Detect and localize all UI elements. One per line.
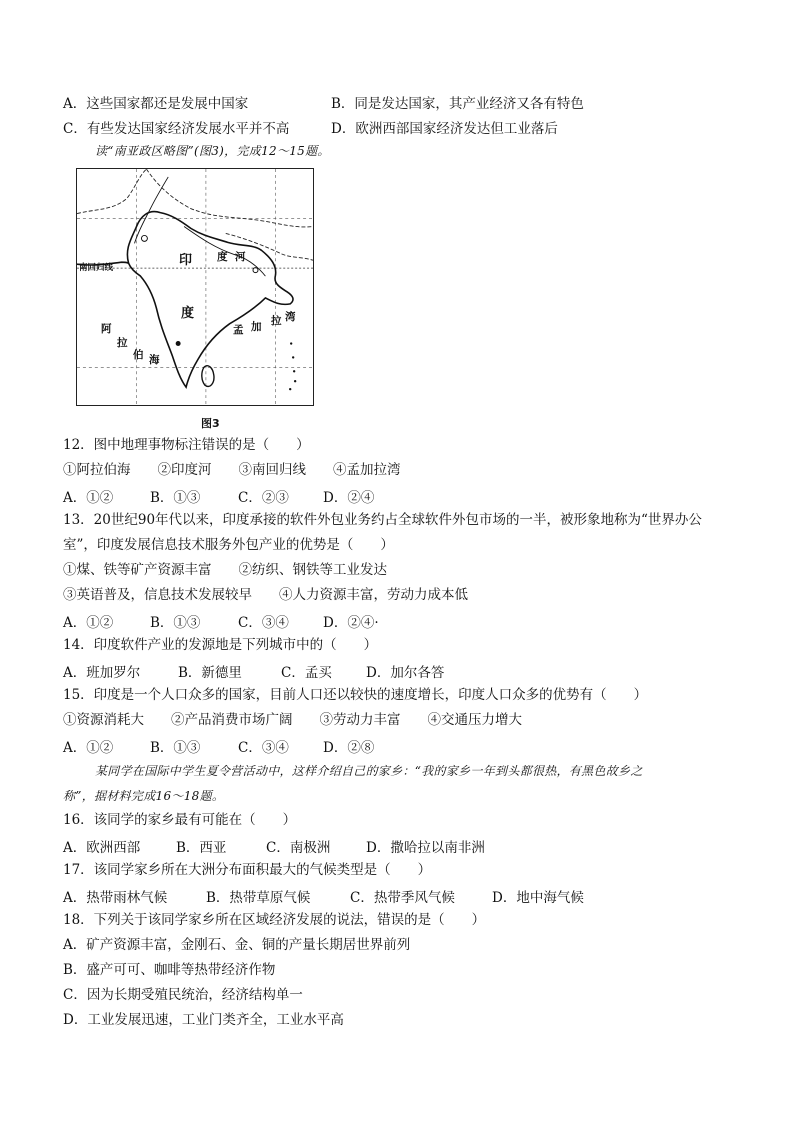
q11-option-a: A．这些国家都还是发展中国家 — [63, 96, 249, 112]
q15-items: ①资源消耗大 ②产品消费市场广阔 ③劳动力丰富 ④交通压力增大 — [63, 712, 522, 728]
q13-option-a: A．①② — [63, 615, 114, 631]
q16-option-b: B．西亚 — [176, 840, 227, 856]
q16-option-d: D．撒哈拉以南非洲 — [366, 840, 485, 856]
q17-option-b: B．热带草原气候 — [206, 890, 311, 906]
q13-stem-line2: 室”，印度发展信息技术服务外包产业的优势是（ ） — [63, 537, 394, 553]
q12-option-c: C．②③ — [238, 490, 289, 506]
q16-stem: 16．该同学的家乡最有可能在（ ） — [63, 812, 297, 828]
q14-option-d: D．加尔各答 — [366, 665, 445, 681]
q14-stem: 14．印度软件产业的发源地是下列城市中的（ ） — [63, 637, 378, 653]
q12-option-d: D．②④ — [323, 490, 375, 506]
map-drawing — [77, 169, 313, 405]
q17-option-a: A．热带雨林气候 — [63, 890, 168, 906]
map-label-bengal-4: 湾 — [285, 311, 296, 323]
q12-items: ①阿拉伯海 ②印度河 ③南回归线 ④孟加拉湾 — [63, 462, 401, 478]
q18-stem: 18．下列关于该同学家乡所在区域经济发展的说法，错误的是（ ） — [63, 912, 486, 928]
map-label-bengal-1: 孟 — [233, 324, 244, 336]
intro-16-18-line1: 某同学在国际中学生夏令营活动中，这样介绍自己的家乡：“我的家乡一年到头都很热，有黑色故乡之 — [95, 764, 643, 778]
map-label-bengal-3: 拉 — [271, 315, 282, 327]
q13-option-b: B．①③ — [150, 615, 201, 631]
map-label-yin: 印 — [179, 253, 193, 268]
q12-option-b: B．①③ — [150, 490, 201, 506]
q15-option-d: D．②⑧ — [323, 740, 375, 756]
map-label-he: 河 — [235, 251, 246, 263]
q13-items-line2: ③英语普及，信息技术发展较早 ④人力资源丰富，劳动力成本低 — [63, 587, 468, 603]
q16-option-a: A．欧洲西部 — [63, 840, 141, 856]
intro-16-18-line2: 称”，据材料完成16～18题。 — [63, 789, 225, 803]
map-label-arabian-2: 拉 — [117, 337, 128, 349]
q12-stem: 12．图中地理事物标注错误的是（ ） — [63, 437, 310, 453]
q14-option-b: B．新德里 — [178, 665, 242, 681]
q18-option-c: C．因为长期受殖民统治，经济结构单一 — [63, 987, 303, 1003]
intro-12-15: 读“南亚政区略图”(图3)，完成12～15题。 — [95, 144, 330, 158]
q16-option-c: C．南极洲 — [266, 840, 331, 856]
map-label-du: 度 — [217, 251, 228, 263]
q18-option-d: D．工业发展迅速，工业门类齐全，工业水平高 — [63, 1012, 344, 1028]
q15-option-b: B．①③ — [150, 740, 201, 756]
map-label-arabian-4: 海 — [149, 354, 160, 366]
map-label-arabian-3: 伯 — [133, 349, 144, 361]
q13-stem-line1: 13．20世纪90年代以来，印度承接的软件外包业务约占全球软件外包市场的一半，被形象地称为“世界办公 — [63, 512, 702, 528]
q15-stem: 15．印度是一个人口众多的国家，目前人口还以较快的速度增长，印度人口众多的优势有（ ） — [63, 687, 648, 703]
q17-stem: 17．该同学家乡所在大洲分布面积最大的气候类型是（ ） — [63, 862, 432, 878]
q13-items-line1: ①煤、铁等矿产资源丰富 ②纺织、钢铁等工业发达 — [63, 562, 387, 578]
q18-option-a: A．矿产资源丰富，金刚石、金、铜的产量长期居世界前列 — [63, 937, 411, 953]
map-label-du2: 度 — [181, 306, 195, 321]
q13-option-d: D．②④· — [323, 615, 379, 631]
q13-option-c: C．③④ — [238, 615, 289, 631]
map-label-arabian-1: 阿 — [101, 323, 112, 335]
q11-option-c: C．有些发达国家经济发展水平并不高 — [63, 121, 290, 137]
q15-option-a: A．①② — [63, 740, 114, 756]
q12-option-a: A．①② — [63, 490, 114, 506]
map-label-bengal-2: 加 — [251, 321, 262, 333]
q15-option-c: C．③④ — [238, 740, 289, 756]
q14-option-a: A．班加罗尔 — [63, 665, 141, 681]
south-asia-map — [76, 168, 314, 406]
q18-option-b: B．盛产可可、咖啡等热带经济作物 — [63, 962, 276, 978]
map-label-tropic: 南回归线 — [79, 263, 114, 273]
q11-option-d: D．欧洲西部国家经济发达但工业落后 — [331, 121, 558, 137]
figure-caption: 图3 — [201, 417, 220, 430]
q17-option-d: D．地中海气候 — [492, 890, 584, 906]
q11-option-b: B．同是发达国家，其产业经济又各有特色 — [331, 96, 584, 112]
q14-option-c: C．孟买 — [281, 665, 332, 681]
q17-option-c: C．热带季风气候 — [350, 890, 455, 906]
